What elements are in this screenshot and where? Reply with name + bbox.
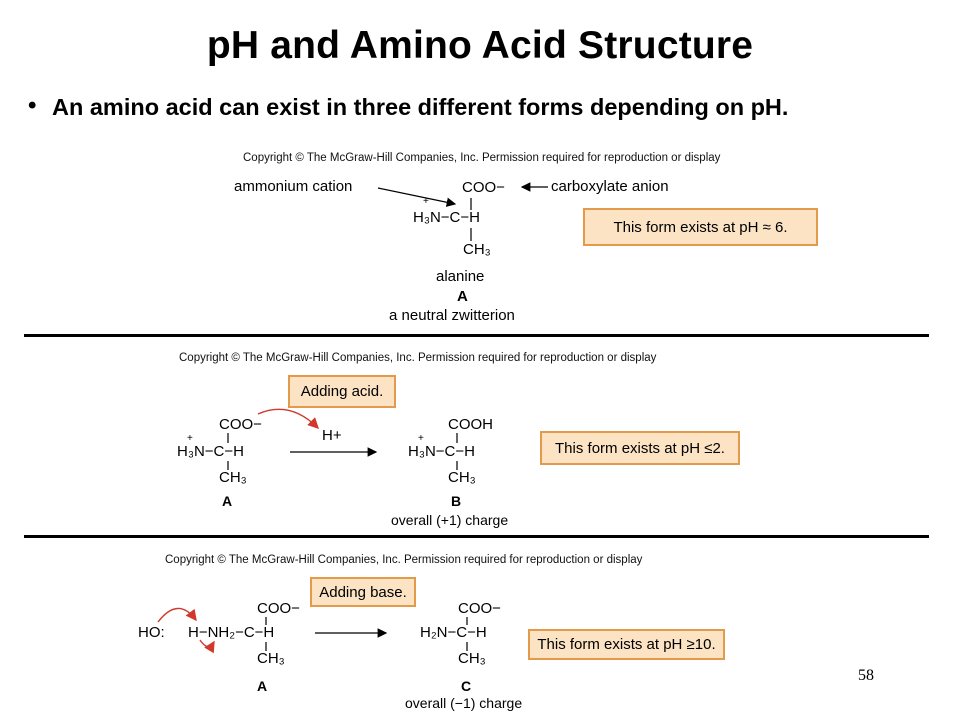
hydroxide-ion: HO:: [138, 624, 165, 641]
electron-arrow: [200, 640, 214, 647]
carboxylic-acid-group: COOH: [448, 416, 493, 433]
copyright-notice: Copyright © The McGraw-Hill Companies, Inc. Permission required for reproduction or display: [165, 554, 643, 566]
charge-description: overall (−1) charge: [405, 695, 523, 711]
copyright-notice: Copyright © The McGraw-Hill Companies, Inc. Permission required for reproduction or display: [179, 352, 657, 364]
plus-charge: +: [423, 196, 429, 207]
proton-reagent: H+: [322, 427, 342, 444]
alanine-backbone: H₃N−C−H: [413, 209, 480, 226]
ammonium-cation-label: ammonium cation: [234, 178, 353, 195]
structure-letter-a: A: [457, 288, 468, 305]
ph-6-box: This form exists at pH ≈ 6.: [583, 208, 818, 246]
carboxylate-group: COO−: [458, 600, 501, 617]
copyright-notice: Copyright © The McGraw-Hill Companies, Inc. Permission required for reproduction or display: [243, 152, 721, 164]
zwitterion-description: a neutral zwitterion: [389, 307, 515, 324]
structure-letter-a: A: [257, 678, 268, 694]
alanine-name: alanine: [436, 268, 485, 285]
structure-letter-b: B: [451, 493, 462, 509]
structure-letter-c: C: [461, 678, 472, 694]
bullet-text: An amino acid can exist in three different forms depending on pH.: [52, 94, 789, 120]
carboxylate-group: COO−: [257, 600, 300, 617]
structure-letter-a: A: [222, 493, 233, 509]
bullet-marker: •: [28, 92, 37, 119]
product-backbone: H₂N−C−H: [420, 624, 487, 641]
reactant-backbone: H−NH₂−C−H: [188, 624, 275, 641]
methyl-group: CH₃: [257, 650, 285, 667]
adding-base-box: Adding base.: [310, 577, 416, 607]
carboxylate-group: COO−: [219, 416, 262, 433]
ph-10-box: This form exists at pH ≥10.: [528, 629, 725, 660]
slide-title: pH and Amino Acid Structure: [206, 24, 754, 67]
label-arrow: [378, 188, 455, 204]
product-backbone: H₃N−C−H: [408, 443, 475, 460]
methyl-group: CH₃: [448, 469, 476, 486]
electron-arrow: [158, 608, 196, 622]
methyl-group: CH₃: [463, 241, 491, 258]
methyl-group: CH₃: [219, 469, 247, 486]
ph-2-box: This form exists at pH ≤2.: [540, 431, 740, 465]
carboxylate-group: COO−: [462, 179, 505, 196]
electron-arrow: [258, 409, 318, 428]
carboxylate-anion-label: carboxylate anion: [551, 178, 669, 195]
plus-charge: +: [187, 433, 193, 444]
reactant-backbone: H₃N−C−H: [177, 443, 244, 460]
slide-number: 58: [858, 667, 874, 684]
plus-charge: +: [418, 433, 424, 444]
adding-acid-box: Adding acid.: [288, 375, 396, 408]
methyl-group: CH₃: [458, 650, 486, 667]
charge-description: overall (+1) charge: [391, 512, 509, 528]
